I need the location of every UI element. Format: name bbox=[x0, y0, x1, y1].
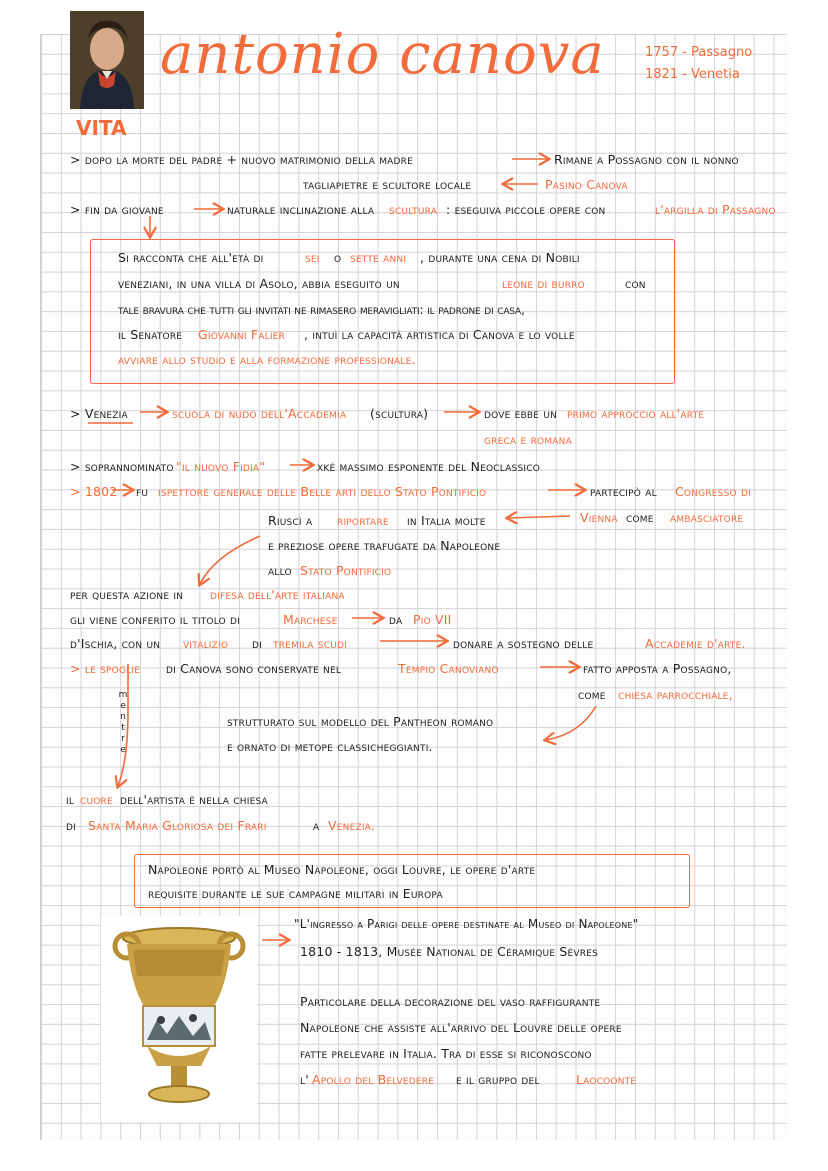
vita-line-3a: > fin da giovane bbox=[70, 202, 164, 217]
vita-line-3c: scultura bbox=[389, 202, 438, 217]
vaso-desc-4b: Apollo del Belvedere bbox=[312, 1072, 435, 1087]
marchese-d: Marchese bbox=[283, 612, 338, 627]
cuore-a: il bbox=[66, 792, 75, 807]
anecdote-line-4b: Giovanni Falier bbox=[198, 327, 286, 342]
spoglie-g: strutturato sul modello del Pantheon romano bbox=[227, 714, 494, 729]
mentre-letter: e bbox=[120, 745, 126, 755]
venezia-f: greca e romana bbox=[484, 432, 572, 447]
cuore-g: Venezia. bbox=[328, 818, 376, 833]
marchese-g: d'Ischia, con un bbox=[70, 636, 161, 651]
section-heading-vita: VITA bbox=[76, 116, 127, 140]
page-title: antonio canova bbox=[160, 22, 605, 87]
vita-line-3e: l'argilla di Passagno bbox=[655, 202, 776, 217]
marchese-i: di bbox=[252, 636, 262, 651]
mentre-letter: n bbox=[120, 712, 126, 722]
cuore-b: cuore bbox=[80, 792, 113, 807]
ispettore-b: fu bbox=[136, 484, 149, 499]
ispettore-d: partecipò al bbox=[590, 484, 657, 499]
vita-line-3d: : eseguiva piccole opere con bbox=[446, 202, 606, 217]
cuore-e: Santa Maria Gloriosa dei Frari bbox=[88, 818, 267, 833]
arrow-icon bbox=[118, 664, 128, 786]
vaso-desc-4a: l' bbox=[300, 1072, 309, 1087]
marchese-c: gli viene conferito il titolo di bbox=[70, 612, 241, 627]
vaso-desc-4c: e il gruppo del bbox=[456, 1072, 540, 1087]
mentre-letter: r bbox=[121, 734, 125, 744]
arrow-icon bbox=[200, 536, 260, 584]
anecdote-line-1c: o bbox=[334, 250, 342, 265]
vita-line-3b: naturale inclinazione alla bbox=[227, 202, 375, 217]
arrow-icon bbox=[546, 706, 596, 740]
spoglie-d: fatto apposta a Possagno, bbox=[583, 661, 732, 676]
anecdote-line-1e: , durante una cena di Nobili bbox=[420, 250, 580, 265]
ispettore-l: e preziose opere trafugate da Napoleone bbox=[268, 538, 501, 553]
vaso-desc-1: Particolare della decorazione del vaso raffigurante bbox=[300, 994, 601, 1009]
anecdote-line-1d: sette anni bbox=[350, 250, 407, 265]
vaso-desc-4d: Laocoonte bbox=[576, 1072, 637, 1087]
anecdote-line-2b: leone di burro bbox=[502, 276, 585, 291]
death-date: 1821 - Venetia bbox=[645, 67, 740, 82]
venezia-c: (scultura) bbox=[370, 406, 429, 421]
venezia-e: primo approccio all'arte bbox=[567, 406, 705, 421]
spoglie-h: e ornato di metope classicheggianti. bbox=[227, 739, 433, 754]
ispettore-m: allo bbox=[268, 563, 292, 578]
marchese-e: da bbox=[389, 612, 403, 627]
napoleone-line-1: Napoleone portò al Museo Napoleone, oggi Louvre, le opere d'arte bbox=[148, 862, 536, 877]
ispettore-j: riportare bbox=[337, 513, 389, 528]
soprannome-c: xké massimo esponente del Neoclassico bbox=[317, 459, 541, 474]
vita-line-1b: Rimane a Possagno con il nonno bbox=[554, 152, 739, 167]
marchese-a: per questa azione in bbox=[70, 587, 184, 602]
venezia-b: scuola di nudo dell'Accademia bbox=[172, 406, 347, 421]
vita-line-2a: tagliapietre e scultore locale bbox=[303, 177, 472, 192]
soprannome-a: > soprannominato bbox=[70, 459, 174, 474]
anecdote-line-2c: con bbox=[625, 276, 646, 291]
vita-line-1a: > dopo la morte del padre + nuovo matrimonio della madre bbox=[70, 152, 414, 167]
venezia-a: > Venezia bbox=[70, 406, 128, 421]
mentre-letter: m bbox=[118, 690, 128, 700]
ispettore-h: ambasciatore bbox=[670, 510, 744, 525]
ispettore-k: in Italia molte bbox=[407, 513, 486, 528]
marchese-k: donare a sostegno delle bbox=[453, 636, 594, 651]
spoglie-c: Tempio Canoviano bbox=[398, 661, 499, 676]
anecdote-line-2a: veneziani, in una villa di Asolo, abbia eseguito un bbox=[118, 276, 400, 291]
vaso-desc-2: Napoleone che assiste all'arrivo del Louvre delle opere bbox=[300, 1020, 622, 1035]
spoglie-e: come bbox=[578, 687, 606, 702]
ispettore-e: Congresso di bbox=[675, 484, 751, 499]
vaso-caption-1: "L'ingresso a Parigi delle opere destinate al Museo di Napoleone" bbox=[294, 917, 639, 931]
birth-date: 1757 - Passagno bbox=[645, 45, 753, 60]
spoglie-b: di Canova sono conservate nel bbox=[166, 661, 342, 676]
anecdote-line-5: avviare allo studio e alla formazione professionale. bbox=[118, 352, 416, 367]
mentre-letter: e bbox=[120, 701, 126, 711]
spoglie-a: > le spoglie bbox=[70, 661, 141, 676]
marchese-h: vitalizio bbox=[183, 636, 229, 651]
cuore-d: di bbox=[66, 818, 76, 833]
arrow-icon bbox=[508, 516, 570, 518]
ispettore-i: Riuscì a bbox=[268, 513, 313, 528]
vaso-desc-3: fatte prelevare in Italia. Tra di esse si riconoscono bbox=[300, 1046, 592, 1061]
ispettore-f: Vienna bbox=[580, 510, 618, 525]
cuore-f: a bbox=[313, 818, 320, 833]
vita-line-2b: Pasino Canova bbox=[545, 177, 628, 192]
ispettore-g: come bbox=[626, 510, 654, 525]
ispettore-n: Stato Pontificio bbox=[300, 563, 392, 578]
soprannome-b: "il nuovo Fidia" bbox=[176, 459, 266, 474]
napoleone-line-2: requisite durante le sue campagne militari in Europa bbox=[148, 886, 443, 901]
anecdote-line-4a: il Senatore bbox=[118, 327, 183, 342]
marchese-f: Pio VII bbox=[413, 612, 452, 627]
spoglie-f: chiesa parrocchiale, bbox=[618, 687, 733, 702]
ispettore-a: > 1802 bbox=[70, 484, 118, 499]
anecdote-line-3: tale bravura che tutti gli invitati ne rimasero meravigliati: il padrone di casa, bbox=[118, 302, 525, 317]
mentre-letter: t bbox=[121, 723, 125, 733]
marchese-l: Accademie d'arte. bbox=[645, 636, 746, 651]
marchese-j: tremila scudi bbox=[273, 636, 347, 651]
cuore-c: dell'artista è nella chiesa bbox=[120, 792, 268, 807]
venezia-d: dove ebbe un bbox=[484, 406, 558, 421]
anecdote-line-1a: Si racconta che all'età di bbox=[118, 250, 264, 265]
marchese-b: difesa dell'arte italiana bbox=[210, 587, 345, 602]
anecdote-line-4c: , intuì la capacità artistica di Canova e lo volle bbox=[304, 327, 575, 342]
vaso-caption-2: 1810 - 1813, Musée National de Céramique Sèvres bbox=[300, 944, 599, 959]
ispettore-c: ispettore generale delle Belle arti dello Stato Pontificio bbox=[158, 484, 487, 499]
anecdote-line-1b: sei bbox=[305, 250, 320, 265]
